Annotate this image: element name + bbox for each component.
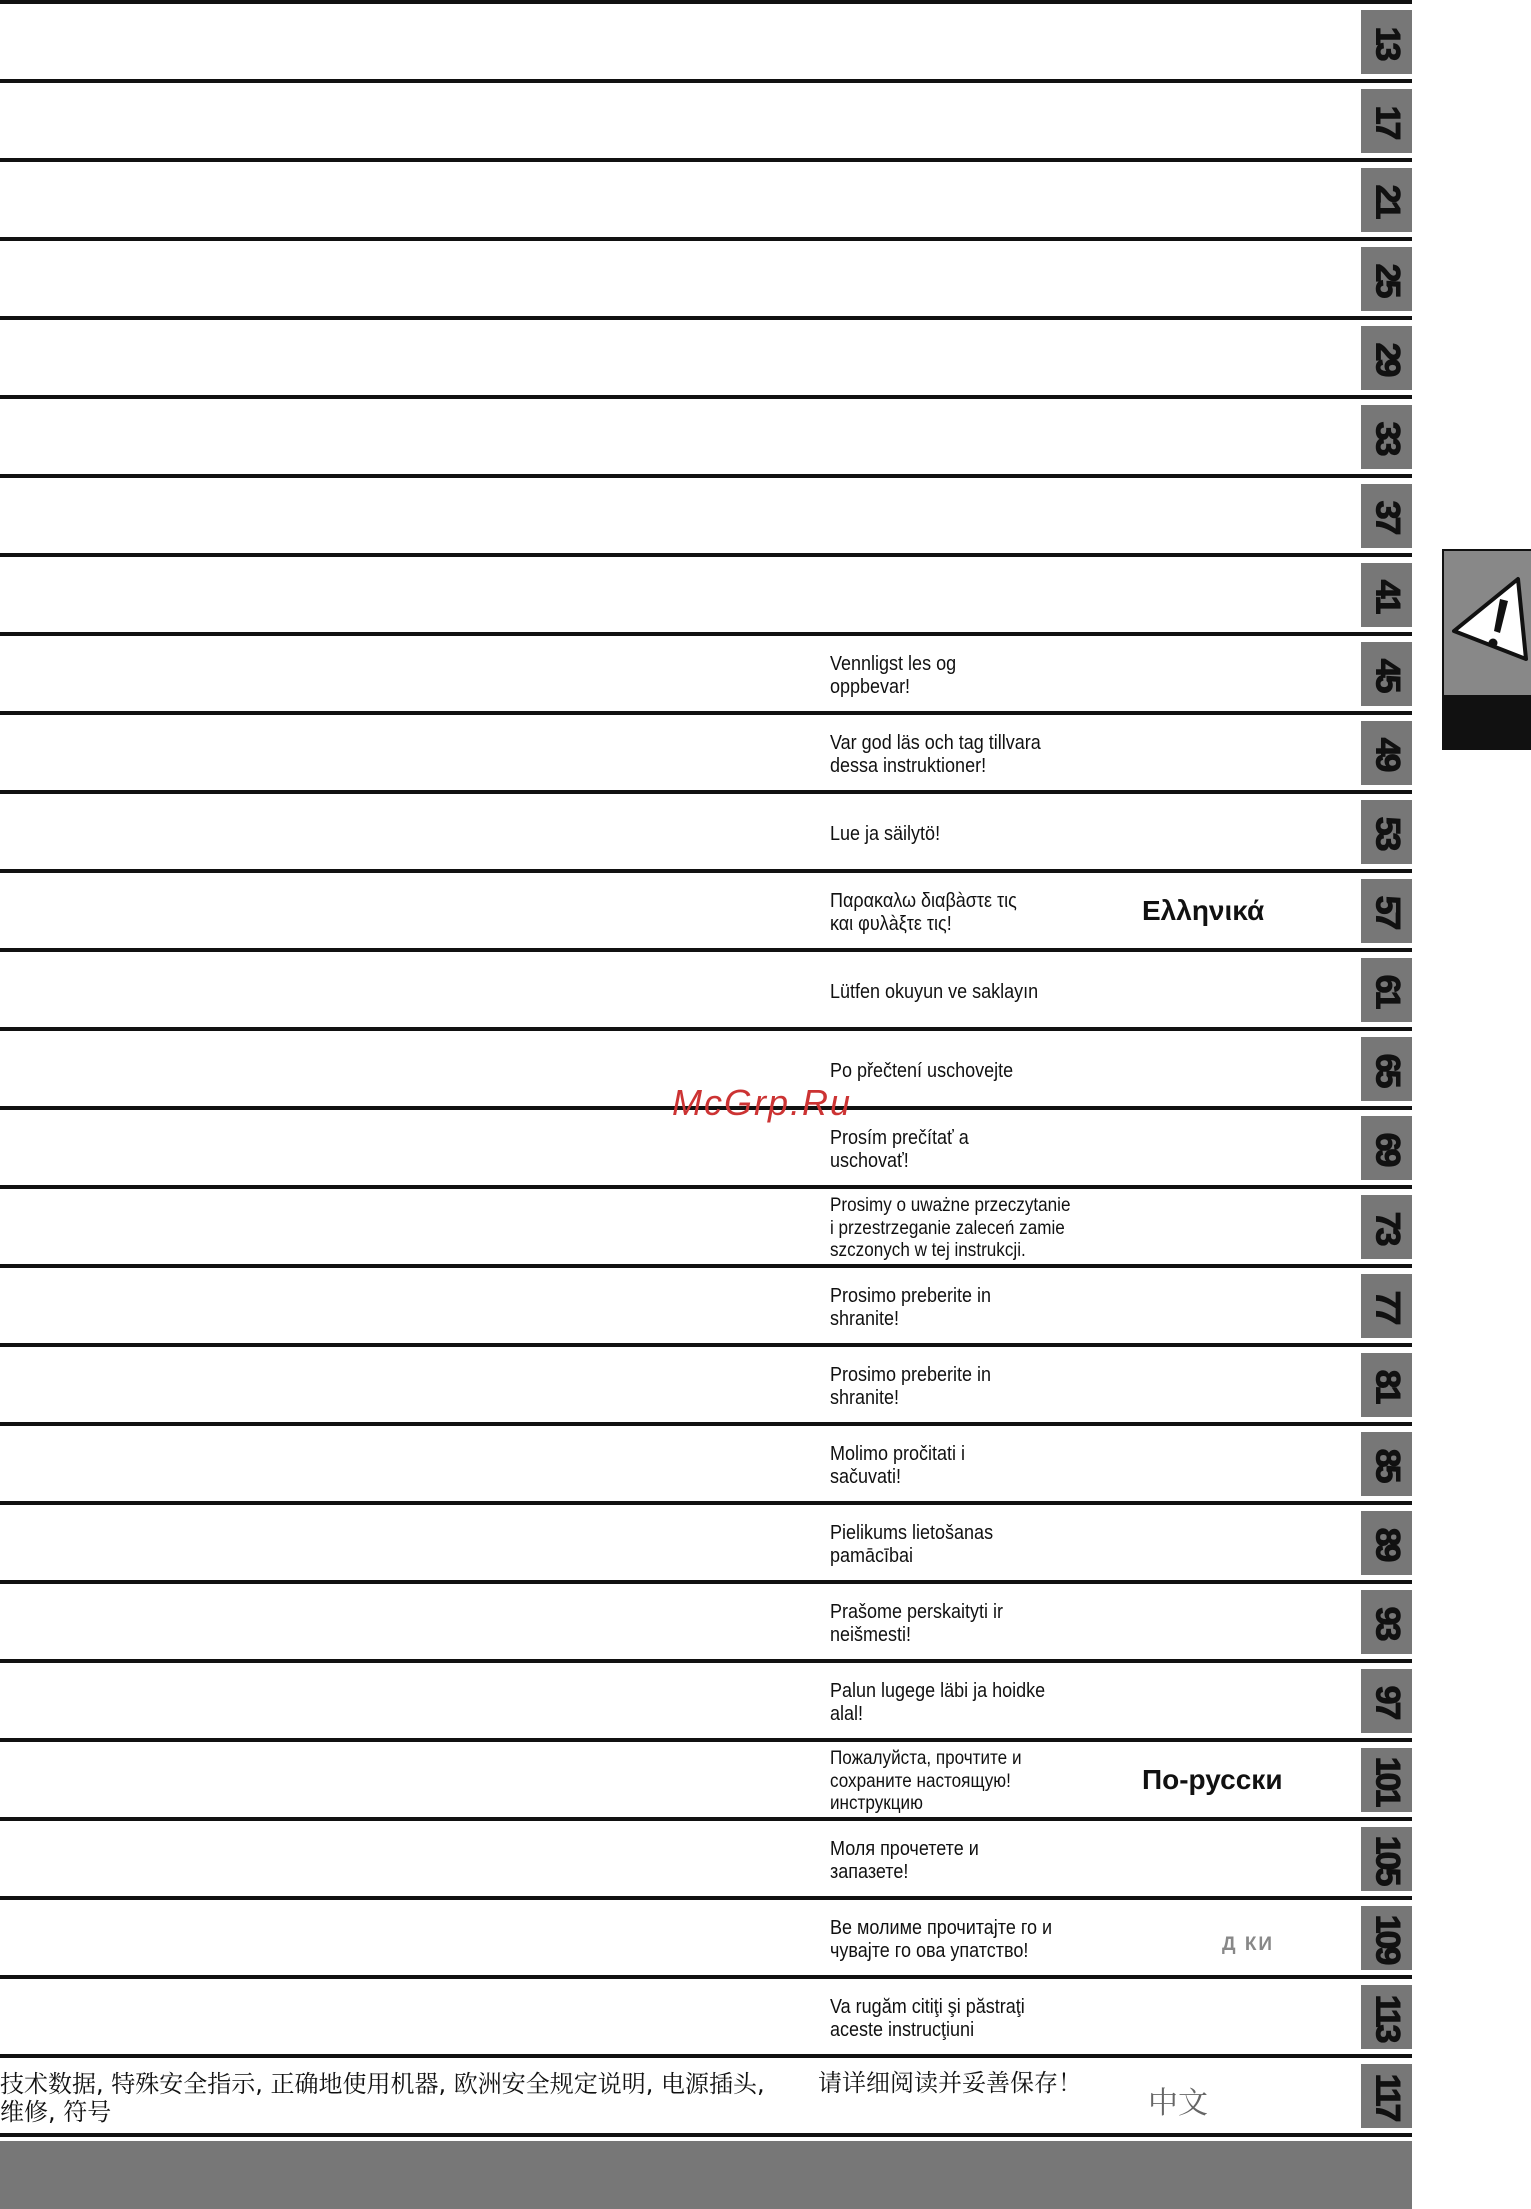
page-number-tab <box>1361 2064 1412 2128</box>
instruction-note: Molimo pročitati i sačuvati! <box>830 1443 966 1488</box>
index-row <box>0 0 1412 79</box>
instruction-note <box>830 405 1100 473</box>
index-row <box>0 790 1412 869</box>
index-row <box>0 1264 1412 1343</box>
instruction-note <box>830 326 1100 394</box>
index-row <box>0 237 1412 316</box>
index-row <box>0 158 1412 237</box>
page-number: 45 <box>1367 658 1406 690</box>
page-number-tab <box>1361 1590 1412 1654</box>
page-number-tab <box>1361 1669 1412 1733</box>
instruction-note: Παρακαλω διαβàστε τις και φυλàξτε τις! <box>830 890 1017 935</box>
page-number-tab <box>1361 1906 1412 1970</box>
instruction-note <box>830 10 1100 78</box>
index-row <box>0 79 1412 158</box>
page-number-tab <box>1361 10 1412 74</box>
language-label: Д КИ <box>1222 1934 1275 1955</box>
instruction-note: Palun lugege läbi ja hoidke alal! <box>830 1680 1046 1725</box>
instruction-note: Prašome perskaityti ir neišmesti! <box>830 1601 1004 1646</box>
index-row <box>0 1185 1412 1264</box>
page-number: 25 <box>1367 263 1406 295</box>
index-row <box>0 1975 1412 2054</box>
instruction-note: Lue ja säilytö! <box>830 822 941 845</box>
instruction-note: Моля прочетете и запазете! <box>830 1838 979 1883</box>
page-number: 101 <box>1367 1756 1406 1804</box>
page-number: 85 <box>1367 1448 1406 1480</box>
index-row <box>0 1738 1412 1817</box>
instruction-note <box>830 168 1100 236</box>
index-row <box>0 1422 1412 1501</box>
instruction-note: Po přečtení uschovejte <box>830 1059 1014 1082</box>
instruction-note: Prosimo preberite in shranite! <box>830 1364 992 1409</box>
page-number-tab <box>1361 1827 1412 1891</box>
watermark: McGrp.Ru <box>672 1082 853 1123</box>
page-number-tab <box>1361 800 1412 864</box>
page-number: 113 <box>1367 1994 1406 2040</box>
language-label: По-русски <box>1142 1764 1283 1795</box>
page-number: 33 <box>1367 421 1406 453</box>
page-number: 57 <box>1367 895 1406 927</box>
page-number-tab <box>1361 879 1412 943</box>
page-number: 41 <box>1367 579 1406 611</box>
instruction-note: Vennligst les og oppbevar! <box>830 653 957 698</box>
bottom-rule <box>0 2133 1412 2137</box>
page-number: 89 <box>1367 1527 1406 1559</box>
index-row <box>0 474 1412 553</box>
page-number-tab <box>1361 1195 1412 1259</box>
page-number-tab <box>1361 1037 1412 1101</box>
page-number: 29 <box>1367 342 1406 374</box>
instruction-note: Va rugăm citiţi şi păstraţi aceste instrucţiuni <box>830 1996 1025 2041</box>
instruction-note: Lütfen okuyun ve saklayın <box>830 980 1039 1003</box>
instruction-note <box>830 563 1100 631</box>
index-row <box>0 1343 1412 1422</box>
page-number-tab <box>1361 721 1412 785</box>
page-number-tab <box>1361 1511 1412 1575</box>
page-number: 17 <box>1367 105 1406 137</box>
language-label: 中文 <box>1148 2087 1208 2120</box>
instruction-note: Prosimo preberite in shranite! <box>830 1285 992 1330</box>
instruction-note: Prosím prečítať a uschovať! <box>830 1127 969 1172</box>
page-number-tab <box>1361 247 1412 311</box>
index-row <box>0 1659 1412 1738</box>
page-number: 69 <box>1367 1132 1406 1164</box>
index-row <box>0 1817 1412 1896</box>
instruction-note: Pielikums lietošanas pamācībai <box>830 1522 994 1567</box>
page-number-tab <box>1361 326 1412 390</box>
page-number-tab <box>1361 642 1412 706</box>
index-row <box>0 553 1412 632</box>
page-number: 93 <box>1367 1606 1406 1638</box>
page-number: 73 <box>1367 1211 1406 1243</box>
index-row <box>0 632 1412 711</box>
page-number-tab <box>1361 563 1412 627</box>
page-number: 81 <box>1367 1369 1406 1401</box>
page-number: 97 <box>1367 1685 1406 1717</box>
instruction-note <box>830 89 1100 157</box>
page-number: 61 <box>1367 974 1406 1006</box>
page-number-tab <box>1361 1985 1412 2049</box>
index-row <box>0 869 1412 948</box>
page-number: 49 <box>1367 737 1406 769</box>
instruction-note <box>830 484 1100 552</box>
index-row <box>0 2054 1412 2133</box>
instruction-note: Var god läs och tag tillvara dessa instruktioner! <box>830 732 1041 777</box>
footer-bar <box>0 2141 1412 2209</box>
index-row <box>0 948 1412 1027</box>
page-number-tab <box>1361 958 1412 1022</box>
page-number: 65 <box>1367 1053 1406 1085</box>
page-number-tab <box>1361 1432 1412 1496</box>
page-number: 109 <box>1367 1914 1406 1962</box>
instruction-note: Ве молиме прочитајте го и чувајте го ова упатство! <box>830 1917 1053 1962</box>
page-number: 117 <box>1367 2073 1406 2119</box>
page-number-tab <box>1361 168 1412 232</box>
page-number-tab <box>1361 1116 1412 1180</box>
page-number: 21 <box>1367 184 1406 216</box>
index-row <box>0 316 1412 395</box>
warning-tab <box>1442 549 1531 750</box>
page-number-tab <box>1361 1353 1412 1417</box>
page-number-tab <box>1361 1274 1412 1338</box>
page-number-tab <box>1361 1748 1412 1812</box>
page-number-tab <box>1361 89 1412 153</box>
instruction-note: Prosimy o uważne przeczytanie i przestrzeganie zaleceń zamie szczonych w tej instrukcji. <box>830 1194 1071 1262</box>
index-row <box>0 711 1412 790</box>
page-number: 77 <box>1367 1290 1406 1322</box>
index-row <box>0 1501 1412 1580</box>
page-number-tab <box>1361 405 1412 469</box>
index-row <box>0 1580 1412 1659</box>
contents-summary: 技术数据, 特殊安全指示, 正确地使用机器, 欧洲安全规定说明, 电源插头, 维修, 符号 <box>0 2070 765 2127</box>
instruction-note <box>830 247 1100 315</box>
index-row <box>0 1896 1412 1975</box>
language-label: Ελληνικά <box>1142 895 1265 926</box>
page-number: 105 <box>1367 1835 1406 1883</box>
page-number: 13 <box>1367 26 1406 58</box>
instruction-note: 请详细阅读并妥善保存！ <box>818 2069 1082 2097</box>
instruction-note: Пожалуйста, прочтите и сохраните настоящую! инструкцию <box>830 1747 1022 1815</box>
page-number-tab <box>1361 484 1412 548</box>
page-number: 53 <box>1367 816 1406 848</box>
index-row <box>0 395 1412 474</box>
page-number: 37 <box>1367 500 1406 532</box>
warning-triangle-icon <box>1442 569 1531 679</box>
